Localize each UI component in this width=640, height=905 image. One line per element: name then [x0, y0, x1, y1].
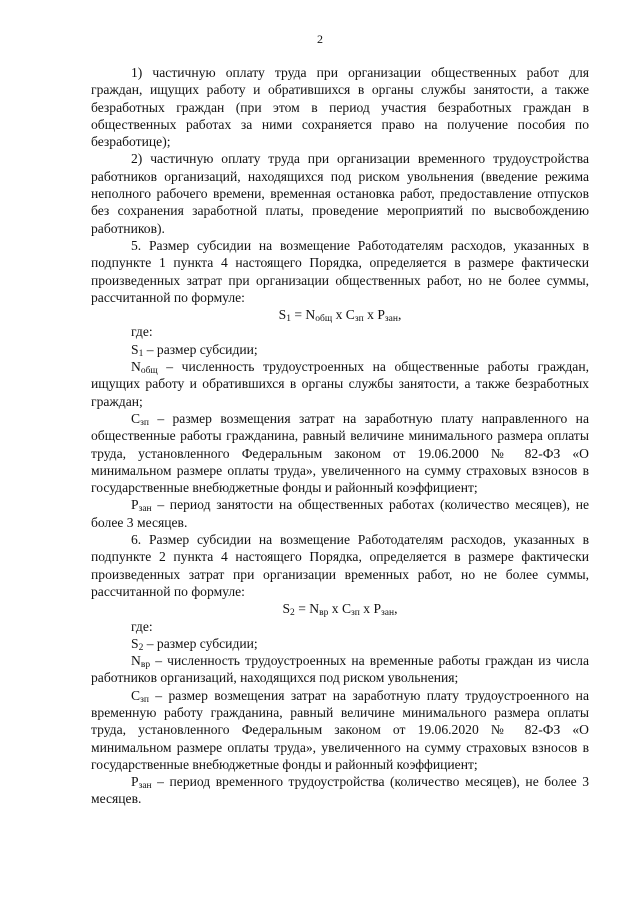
item-1: 1) частичную оплату труда при организации общественных работ для граждан, ищущих работу и обратившихся в органы службы занятости, а также безработных граждан (при этом в период участия безработных граждан в общественных работах за ними сохраняется право на получение пособия по безработице);	[91, 65, 589, 150]
def-n-vr: $N_{вр}$ – численность трудоустроенных на временные работы граждан из числа работников организаций, находящихся под риском увольнения;	[91, 653, 589, 686]
section-6-intro: 6. Размер субсидии на возмещение Работодателям расходов, указанных в подпункте 2 пункта 4 настоящего Порядка, определяется в размере фактически произведенных затрат при организации временных работ, но не более суммы, рассчитанной по формуле:	[91, 532, 589, 599]
document-body	[91, 64, 589, 808]
formula-s2: $S_2 = N_{вр}$ х $С_{зп}$ х $Р_{зан}$,	[282, 601, 398, 619]
def-s1: $S_1$ – размер субсидии;	[131, 341, 258, 359]
item-2: 2) частичную оплату труда при организации временного трудоустройства работников организаций, находящихся под риском увольнения (введение режима неполного рабочего времени, временная остановка работ, предоставление отпусков без сохранения заработной платы, проведение мероприятий по высвобождению работников).	[91, 151, 589, 236]
where-label-6: где:	[131, 618, 153, 634]
def-s2: $S_2$ – размер субсидии;	[131, 635, 258, 653]
def-p-zan-5: $Р_{зан}$ – период занятости на общественных работах (количество месяцев), не более 3 месяцев.	[91, 497, 589, 530]
section-5-intro: 5. Размер субсидии на возмещение Работодателям расходов, указанных в подпункте 1 пункта 4 настоящего Порядка, определяется в размере фактически произведенных затрат при организации общественных работ, но не более суммы, рассчитанной по формуле:	[91, 237, 589, 305]
def-c-zp-5: $С_{зп}$ – размер возмещения затрат на заработную плату направленного на общественные работы гражданина, равный величине минимального размера оплаты труда, установленного Федеральным законом от 19.06.2000 № 82-ФЗ «О минимальном размере оплаты труда», увеличенного на сумму страховых взносов в государственные внебюджетные фонды и районный коэффициент;	[91, 410, 589, 496]
def-p-zan-6: $Р_{зан}$ – период временного трудоустройства (количество месяцев), не более 3 месяцев.	[91, 774, 589, 807]
page-number: 2	[317, 32, 323, 46]
def-c-zp-6: $С_{зп}$ – размер возмещения затрат на заработную плату трудоустроенного на временную работу гражданина, равный величине минимального размера оплаты труда, установленного Федеральным законом от 19.06.2020 № 82-ФЗ «О минимальном размере оплаты труда», увеличенного на сумму страховых взносов в государственные внебюджетные фонды и районный коэффициент;	[91, 687, 589, 772]
formula-s1: $S_1 = N_{общ}$ х $С_{зп}$ х $Р_{зан}$,	[278, 307, 402, 325]
where-label-5: где:	[131, 324, 153, 340]
def-n-obsch: $N_{общ}$ – численность трудоустроенных на общественные работы граждан, ищущих работу и обратившихся в органы службы занятости, а также безработных граждан;	[91, 359, 589, 409]
